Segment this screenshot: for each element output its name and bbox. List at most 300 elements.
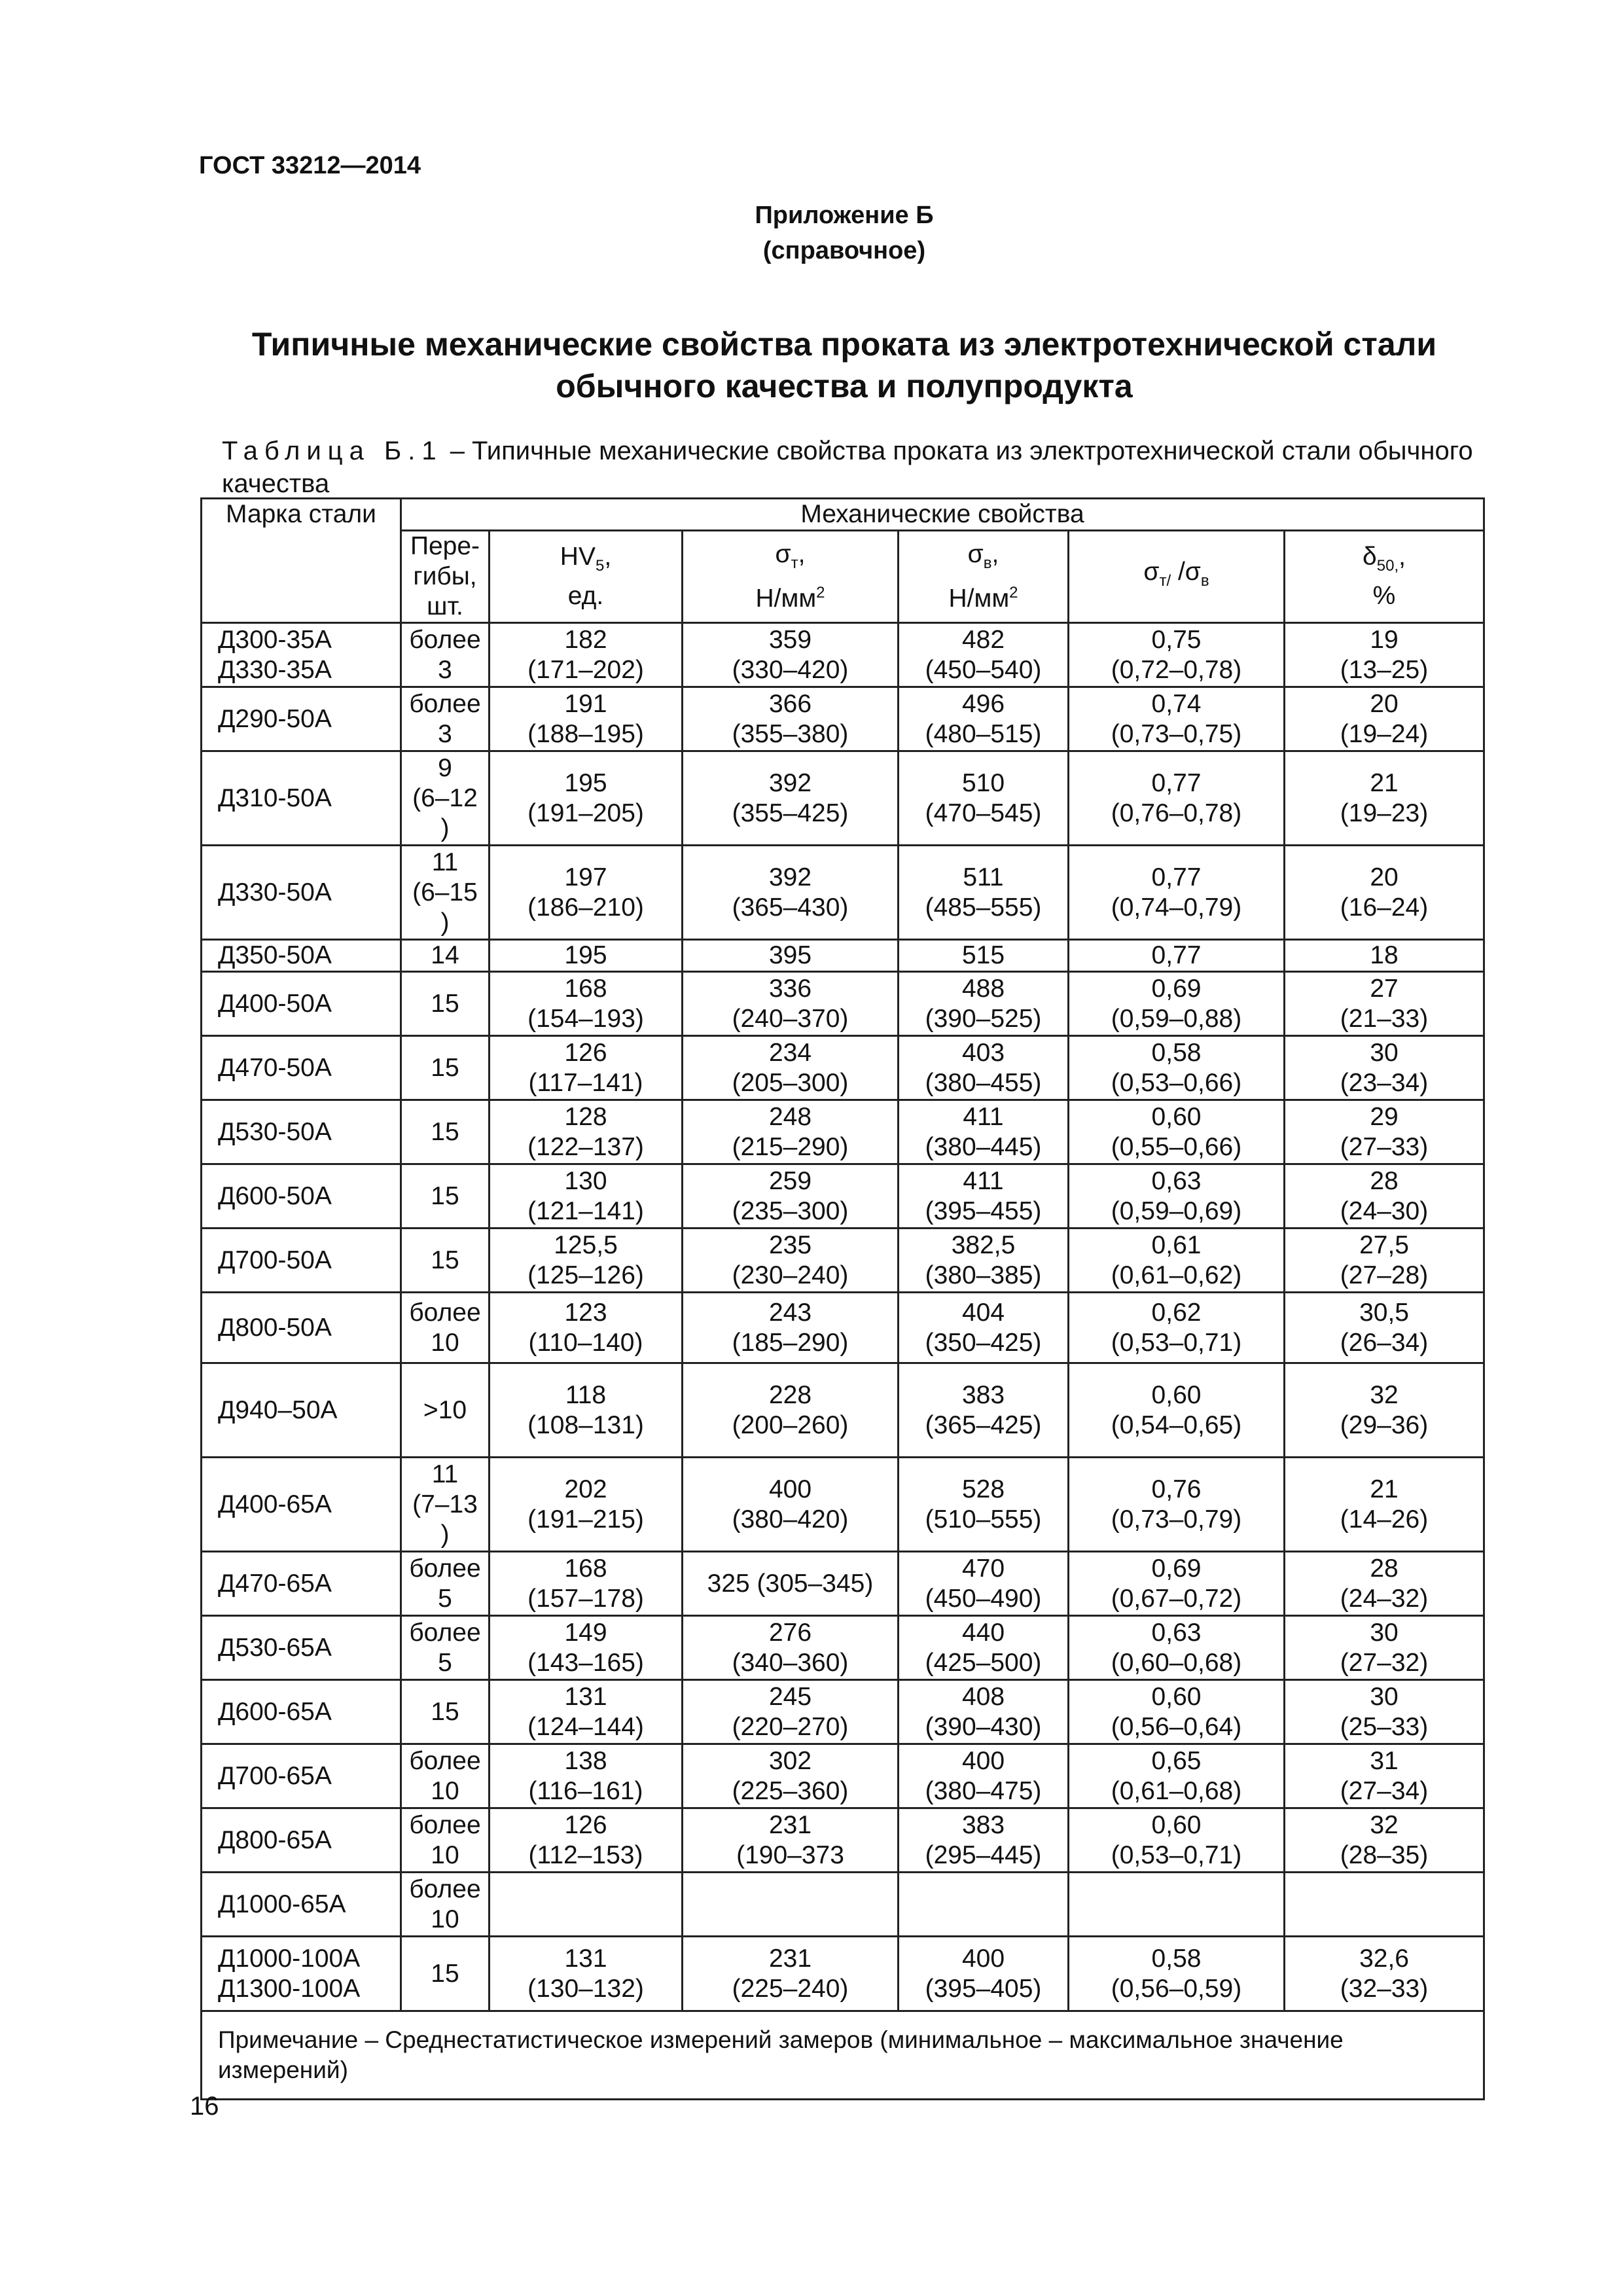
cell-brand <box>202 1616 401 1680</box>
table-row <box>202 1164 1484 1229</box>
cell-tensile-strength-line: 496 <box>961 689 1005 718</box>
cell-brand-line: Д290-50А <box>218 704 332 733</box>
cell-tensile-strength-line: 411 <box>963 1102 1004 1131</box>
ratio-symbol-a: σ <box>1143 558 1160 586</box>
cell-strength-ratio <box>1069 1552 1285 1616</box>
cell-elongation-line: (32–33) <box>1340 1974 1429 2003</box>
page-title <box>196 323 1492 407</box>
sigma-t-subscript: т <box>791 554 798 572</box>
cell-tensile-strength-line: 400 <box>961 1944 1005 1973</box>
cell-bends <box>401 687 490 751</box>
cell-yield-strength-line: 235 <box>768 1230 812 1259</box>
cell-hardness-line: (122–137) <box>527 1132 644 1161</box>
cell-hardness-line: 195 <box>564 941 607 969</box>
cell-hardness <box>490 1744 683 1808</box>
cell-strength-ratio <box>1069 1100 1285 1164</box>
cell-bends-line: ) <box>440 814 450 842</box>
cell-tensile-strength-line: (380–455) <box>925 1068 1042 1097</box>
cell-strength-ratio-line: (0,59–0,88) <box>1111 1004 1242 1033</box>
cell-hardness-line: (116–161) <box>528 1776 643 1805</box>
table-caption-label: Таблица Б.1 <box>222 437 443 465</box>
column-header-bends-line: шт. <box>427 592 463 620</box>
table-body <box>202 623 1484 2011</box>
cell-hardness <box>490 687 683 751</box>
cell-brand-line: Д350-50А <box>218 941 332 969</box>
cell-brand <box>202 1552 401 1616</box>
cell-yield-strength-line: (200–260) <box>732 1410 849 1439</box>
cell-yield-strength-line: (330–420) <box>732 655 849 684</box>
cell-hardness <box>490 940 683 972</box>
cell-yield-strength-line: 228 <box>768 1380 812 1409</box>
cell-tensile-strength-line: 488 <box>961 974 1005 1003</box>
cell-brand <box>202 1229 401 1293</box>
column-header-brand: Марка стали <box>202 499 401 623</box>
cell-brand <box>202 972 401 1036</box>
cell-elongation-line: 18 <box>1370 941 1399 969</box>
cell-tensile-strength-line: 382,5 <box>951 1230 1016 1259</box>
cell-strength-ratio <box>1069 751 1285 846</box>
cell-elongation-line: (24–32) <box>1340 1584 1429 1613</box>
cell-tensile-strength-line: (380–385) <box>925 1261 1042 1289</box>
cell-elongation <box>1285 1552 1484 1616</box>
sigma-v-comma: , <box>991 539 999 568</box>
cell-tensile-strength-line: (395–455) <box>925 1196 1042 1225</box>
cell-bends-line: 3 <box>438 719 452 748</box>
cell-brand-line: Д600-50А <box>218 1181 332 1210</box>
cell-elongation-line: 20 <box>1370 863 1399 891</box>
cell-yield-strength <box>683 1036 899 1100</box>
cell-elongation-line: 21 <box>1370 768 1399 797</box>
ratio-symbol-b: /σ <box>1171 558 1201 586</box>
cell-bends-line: (6–15 <box>412 878 478 906</box>
cell-strength-ratio-line: 0,69 <box>1151 1554 1202 1583</box>
cell-tensile-strength-line: (510–555) <box>925 1505 1042 1534</box>
sigma-t-unit: Н/мм <box>755 584 817 613</box>
cell-hardness-line: (191–205) <box>527 798 644 827</box>
cell-hardness-line: (143–165) <box>527 1648 644 1677</box>
cell-brand-line: Д1000-65А <box>218 1890 346 1918</box>
table-row <box>202 1293 1484 1363</box>
cell-elongation-line: (29–36) <box>1340 1410 1429 1439</box>
cell-yield-strength-line: (225–240) <box>732 1974 849 2003</box>
cell-elongation <box>1285 1680 1484 1744</box>
cell-hardness-line: (186–210) <box>527 893 644 922</box>
cell-bends-line: 15 <box>431 1959 459 1988</box>
cell-yield-strength-line: 248 <box>768 1102 812 1131</box>
cell-strength-ratio <box>1069 1363 1285 1458</box>
cell-yield-strength-line: 366 <box>768 689 812 718</box>
cell-hardness-line: 168 <box>564 974 607 1003</box>
cell-brand <box>202 1458 401 1552</box>
cell-strength-ratio <box>1069 623 1285 687</box>
column-header-bends-line: гибы, <box>413 562 477 590</box>
page-title-line-1: Типичные механические свойства проката из электротехнической стали <box>251 326 1437 363</box>
cell-hardness-line: (157–178) <box>527 1584 644 1613</box>
cell-brand <box>202 1744 401 1808</box>
cell-bends-line: 15 <box>431 1697 459 1726</box>
cell-bends <box>401 1552 490 1616</box>
cell-brand-line: Д1300-100А <box>218 1974 361 2003</box>
cell-bends <box>401 972 490 1036</box>
cell-brand <box>202 1808 401 1873</box>
cell-elongation <box>1285 1100 1484 1164</box>
cell-hardness <box>490 1363 683 1458</box>
cell-bends <box>401 846 490 940</box>
cell-elongation-line: 30 <box>1370 1682 1399 1711</box>
hv-unit: ед. <box>567 581 604 610</box>
cell-brand <box>202 940 401 972</box>
page-title-line-2: обычного качества и полупродукта <box>556 368 1133 404</box>
cell-brand <box>202 1293 401 1363</box>
cell-strength-ratio-line: (0,56–0,59) <box>1111 1974 1242 2003</box>
cell-bends-line: >10 <box>423 1395 467 1424</box>
cell-yield-strength-line: 234 <box>768 1038 812 1067</box>
cell-hardness-line: 126 <box>564 1810 607 1839</box>
cell-bends <box>401 1164 490 1229</box>
cell-tensile-strength <box>899 1616 1069 1680</box>
table-row <box>202 751 1484 846</box>
cell-yield-strength <box>683 1873 899 1937</box>
cell-strength-ratio-line: 0,60 <box>1151 1682 1202 1711</box>
table-caption <box>222 435 1505 500</box>
cell-bends <box>401 623 490 687</box>
cell-brand <box>202 751 401 846</box>
column-header-tensile-strength <box>899 531 1069 623</box>
table-row <box>202 1808 1484 1873</box>
cell-brand-line: Д400-65А <box>218 1490 332 1518</box>
cell-yield-strength-line: 259 <box>768 1166 812 1195</box>
cell-brand-line: Д700-50А <box>218 1246 332 1274</box>
cell-yield-strength-line: (235–300) <box>732 1196 849 1225</box>
sigma-t-symbol: σ <box>775 539 791 568</box>
cell-hardness <box>490 1616 683 1680</box>
cell-yield-strength-line: (355–425) <box>732 798 849 827</box>
cell-tensile-strength-line: (450–540) <box>925 655 1042 684</box>
cell-strength-ratio-line: (0,61–0,62) <box>1111 1261 1242 1289</box>
table-row <box>202 1552 1484 1616</box>
mechanical-properties-table <box>200 497 1485 2100</box>
cell-bends-line: более <box>409 1618 481 1647</box>
column-header-bends <box>401 531 490 623</box>
cell-yield-strength-line: (190–373 <box>736 1840 844 1869</box>
cell-bends-line: 15 <box>431 1053 459 1082</box>
cell-hardness-line: 182 <box>564 625 607 654</box>
cell-elongation-line: (27–28) <box>1340 1261 1429 1289</box>
cell-elongation-line: (13–25) <box>1340 655 1429 684</box>
cell-tensile-strength <box>899 1100 1069 1164</box>
cell-strength-ratio-line: 0,58 <box>1151 1038 1202 1067</box>
cell-brand-line: Д530-50А <box>218 1117 332 1146</box>
cell-brand <box>202 1363 401 1458</box>
cell-bends-line: более <box>409 689 481 718</box>
cell-bends <box>401 940 490 972</box>
cell-brand <box>202 1937 401 2011</box>
cell-hardness-line: 197 <box>564 863 607 891</box>
cell-elongation <box>1285 1873 1484 1937</box>
cell-strength-ratio-line: 0,62 <box>1151 1298 1202 1327</box>
table-row <box>202 1458 1484 1552</box>
cell-strength-ratio <box>1069 1229 1285 1293</box>
cell-hardness-line: 131 <box>564 1944 607 1973</box>
cell-tensile-strength-line: 482 <box>961 625 1005 654</box>
appendix-heading <box>0 198 1623 268</box>
cell-elongation-line: (23–34) <box>1340 1068 1429 1097</box>
delta-subscript: 50, <box>1376 556 1399 575</box>
cell-yield-strength-line: (355–380) <box>732 719 849 748</box>
cell-hardness-line: (121–141) <box>527 1196 644 1225</box>
cell-tensile-strength-line: (480–515) <box>925 719 1042 748</box>
cell-bends-line: 15 <box>431 989 459 1018</box>
table-row <box>202 687 1484 751</box>
cell-bends <box>401 1680 490 1744</box>
cell-bends <box>401 1458 490 1552</box>
appendix-status: (справочное) <box>762 237 926 264</box>
cell-strength-ratio <box>1069 940 1285 972</box>
cell-bends <box>401 1229 490 1293</box>
cell-hardness <box>490 1937 683 2011</box>
cell-tensile-strength-line: (365–425) <box>925 1410 1042 1439</box>
cell-elongation-line: (24–30) <box>1340 1196 1429 1225</box>
cell-tensile-strength-line: (380–475) <box>925 1776 1042 1805</box>
cell-elongation-line: 28 <box>1370 1166 1399 1195</box>
delta-unit: % <box>1372 581 1396 610</box>
hv-comma: , <box>604 543 612 571</box>
cell-yield-strength-line: (365–430) <box>732 893 849 922</box>
cell-elongation <box>1285 623 1484 687</box>
cell-strength-ratio-line: (0,61–0,68) <box>1111 1776 1242 1805</box>
cell-elongation <box>1285 972 1484 1036</box>
cell-tensile-strength-line: 411 <box>963 1166 1004 1195</box>
appendix-label: Приложение Б <box>755 202 934 229</box>
cell-yield-strength <box>683 751 899 846</box>
cell-yield-strength-line: 395 <box>768 941 812 969</box>
cell-bends-line: 10 <box>431 1840 459 1869</box>
cell-elongation-line: (14–26) <box>1340 1505 1429 1534</box>
cell-hardness-line: (154–193) <box>527 1004 644 1033</box>
cell-strength-ratio-line: 0,60 <box>1151 1810 1202 1839</box>
cell-strength-ratio-line: (0,60–0,68) <box>1111 1648 1242 1677</box>
cell-tensile-strength-line: 400 <box>961 1746 1005 1775</box>
cell-hardness-line: 202 <box>564 1475 607 1503</box>
cell-bends-line: (7–13 <box>412 1490 478 1518</box>
table-row <box>202 1363 1484 1458</box>
cell-hardness-line: 118 <box>565 1380 607 1409</box>
page-number: 16 <box>190 2092 219 2121</box>
column-header-strength-ratio <box>1069 531 1285 623</box>
cell-bends-line: более <box>409 1746 481 1775</box>
cell-brand-line: Д1000-100А <box>218 1944 361 1973</box>
cell-bends <box>401 1873 490 1937</box>
cell-bends-line: 5 <box>438 1648 452 1677</box>
table-row <box>202 1937 1484 2011</box>
cell-strength-ratio-line: (0,53–0,71) <box>1111 1840 1242 1869</box>
cell-bends-line: 15 <box>431 1117 459 1146</box>
cell-strength-ratio <box>1069 1293 1285 1363</box>
cell-bends-line: более <box>409 1298 481 1327</box>
cell-hardness-line: 138 <box>564 1746 607 1775</box>
cell-hardness <box>490 1164 683 1229</box>
cell-brand <box>202 1036 401 1100</box>
cell-bends <box>401 1937 490 2011</box>
sigma-v-symbol: σ <box>967 539 984 568</box>
cell-tensile-strength-line: (350–425) <box>925 1328 1042 1357</box>
cell-bends <box>401 1036 490 1100</box>
cell-elongation-line: 31 <box>1370 1746 1399 1775</box>
cell-elongation-line: 27,5 <box>1359 1230 1409 1259</box>
cell-elongation <box>1285 940 1484 972</box>
table-row <box>202 1229 1484 1293</box>
cell-yield-strength <box>683 1363 899 1458</box>
cell-tensile-strength-line: (425–500) <box>925 1648 1042 1677</box>
column-header-elongation <box>1285 531 1484 623</box>
cell-hardness <box>490 1229 683 1293</box>
cell-strength-ratio <box>1069 1808 1285 1873</box>
cell-strength-ratio <box>1069 1616 1285 1680</box>
cell-strength-ratio-line: 0,58 <box>1151 1944 1202 1973</box>
cell-bends-line: 11 <box>431 1460 459 1488</box>
cell-elongation-line: 32 <box>1370 1380 1399 1409</box>
cell-hardness <box>490 1100 683 1164</box>
cell-elongation-line: 27 <box>1370 974 1399 1003</box>
cell-yield-strength-line: (185–290) <box>732 1328 849 1357</box>
cell-tensile-strength <box>899 1458 1069 1552</box>
cell-yield-strength <box>683 1808 899 1873</box>
cell-tensile-strength-line: (390–525) <box>925 1004 1042 1033</box>
cell-brand-line: Д330-35А <box>218 655 332 684</box>
cell-bends-line: 3 <box>438 655 452 684</box>
cell-yield-strength <box>683 1458 899 1552</box>
cell-elongation <box>1285 687 1484 751</box>
cell-tensile-strength-line: (380–445) <box>925 1132 1042 1161</box>
table-caption-text: – Типичные механические свойства проката из электротехнической стали обычного качества <box>222 437 1473 498</box>
cell-bends <box>401 1293 490 1363</box>
cell-bends-line: более <box>409 1810 481 1839</box>
cell-yield-strength-line: 392 <box>768 863 812 891</box>
cell-tensile-strength-line: 403 <box>961 1038 1005 1067</box>
cell-strength-ratio <box>1069 1937 1285 2011</box>
cell-hardness-line: 131 <box>564 1682 607 1711</box>
cell-bends <box>401 751 490 846</box>
cell-yield-strength <box>683 1293 899 1363</box>
cell-yield-strength <box>683 1680 899 1744</box>
cell-hardness-line: 128 <box>564 1102 607 1131</box>
cell-elongation-line: (16–24) <box>1340 893 1429 922</box>
cell-hardness-line: (171–202) <box>527 655 644 684</box>
cell-hardness-line: 149 <box>564 1618 607 1647</box>
cell-tensile-strength-line: (485–555) <box>925 893 1042 922</box>
table-row <box>202 972 1484 1036</box>
cell-hardness-line: (130–132) <box>527 1974 644 2003</box>
cell-strength-ratio <box>1069 1744 1285 1808</box>
cell-brand <box>202 1100 401 1164</box>
cell-strength-ratio-line: 0,74 <box>1151 689 1202 718</box>
column-header-bends-line: Пере- <box>410 532 480 560</box>
table-row <box>202 1873 1484 1937</box>
cell-brand-line: Д470-50А <box>218 1053 332 1082</box>
cell-yield-strength-line: 392 <box>768 768 812 797</box>
table-row <box>202 940 1484 972</box>
cell-strength-ratio-line: 0,61 <box>1151 1230 1202 1259</box>
cell-elongation-line: (21–33) <box>1340 1004 1429 1033</box>
cell-elongation-line: 21 <box>1370 1475 1399 1503</box>
cell-bends <box>401 1616 490 1680</box>
cell-yield-strength-line: 400 <box>768 1475 812 1503</box>
cell-strength-ratio <box>1069 1680 1285 1744</box>
cell-brand-line: Д310-50А <box>218 783 332 812</box>
cell-strength-ratio <box>1069 1036 1285 1100</box>
cell-bends-line: 15 <box>431 1246 459 1274</box>
cell-tensile-strength <box>899 1293 1069 1363</box>
cell-tensile-strength-line: (395–405) <box>925 1974 1042 2003</box>
cell-yield-strength-line: (340–360) <box>732 1648 849 1677</box>
cell-tensile-strength-line: 404 <box>961 1298 1005 1327</box>
cell-strength-ratio-line: 0,69 <box>1151 974 1202 1003</box>
cell-hardness <box>490 1293 683 1363</box>
cell-elongation-line: (19–24) <box>1340 719 1429 748</box>
cell-yield-strength <box>683 1744 899 1808</box>
cell-yield-strength-line: (220–270) <box>732 1712 849 1741</box>
cell-bends-line: 9 <box>438 753 452 782</box>
cell-yield-strength <box>683 1937 899 2011</box>
cell-tensile-strength-line: 511 <box>963 863 1004 891</box>
cell-yield-strength-line: (380–420) <box>732 1505 849 1534</box>
cell-tensile-strength <box>899 1164 1069 1229</box>
cell-tensile-strength-line: 383 <box>961 1380 1005 1409</box>
cell-hardness <box>490 1808 683 1873</box>
table-row <box>202 1616 1484 1680</box>
cell-tensile-strength-line: 408 <box>961 1682 1005 1711</box>
cell-strength-ratio-line: (0,56–0,64) <box>1111 1712 1242 1741</box>
cell-yield-strength-line: 245 <box>768 1682 812 1711</box>
cell-yield-strength-line: 325 (305–345) <box>707 1569 874 1598</box>
cell-elongation-line: (28–35) <box>1340 1840 1429 1869</box>
cell-strength-ratio-line: (0,74–0,79) <box>1111 893 1242 922</box>
cell-yield-strength <box>683 1552 899 1616</box>
cell-strength-ratio-line: 0,65 <box>1151 1746 1202 1775</box>
cell-bends-line: 10 <box>431 1905 459 1933</box>
cell-elongation <box>1285 846 1484 940</box>
cell-brand-line: Д800-50А <box>218 1313 332 1342</box>
column-header-yield-strength <box>683 531 899 623</box>
cell-tensile-strength <box>899 1744 1069 1808</box>
cell-hardness-line: (110–140) <box>528 1328 643 1357</box>
cell-bends-line: ) <box>440 908 450 937</box>
cell-tensile-strength <box>899 1552 1069 1616</box>
cell-brand <box>202 687 401 751</box>
cell-elongation-line: (26–34) <box>1340 1328 1429 1357</box>
cell-elongation <box>1285 1229 1484 1293</box>
cell-strength-ratio <box>1069 846 1285 940</box>
cell-hardness-line: 123 <box>564 1298 607 1327</box>
cell-elongation <box>1285 1293 1484 1363</box>
cell-hardness <box>490 1680 683 1744</box>
cell-hardness <box>490 1036 683 1100</box>
cell-strength-ratio <box>1069 1458 1285 1552</box>
ratio-subscript-b: в <box>1200 571 1209 590</box>
cell-hardness-line: (124–144) <box>527 1712 644 1741</box>
document-number: ГОСТ 33212—2014 <box>199 152 421 179</box>
cell-strength-ratio-line: (0,53–0,66) <box>1111 1068 1242 1097</box>
cell-brand-line: Д530-65А <box>218 1633 332 1662</box>
cell-tensile-strength <box>899 940 1069 972</box>
cell-bends <box>401 1100 490 1164</box>
cell-strength-ratio-line: (0,76–0,78) <box>1111 798 1242 827</box>
cell-strength-ratio-line: (0,59–0,69) <box>1111 1196 1242 1225</box>
cell-elongation <box>1285 1036 1484 1100</box>
cell-bends-line: 10 <box>431 1776 459 1805</box>
cell-brand <box>202 1680 401 1744</box>
cell-brand-line: Д300-35А <box>218 625 332 654</box>
